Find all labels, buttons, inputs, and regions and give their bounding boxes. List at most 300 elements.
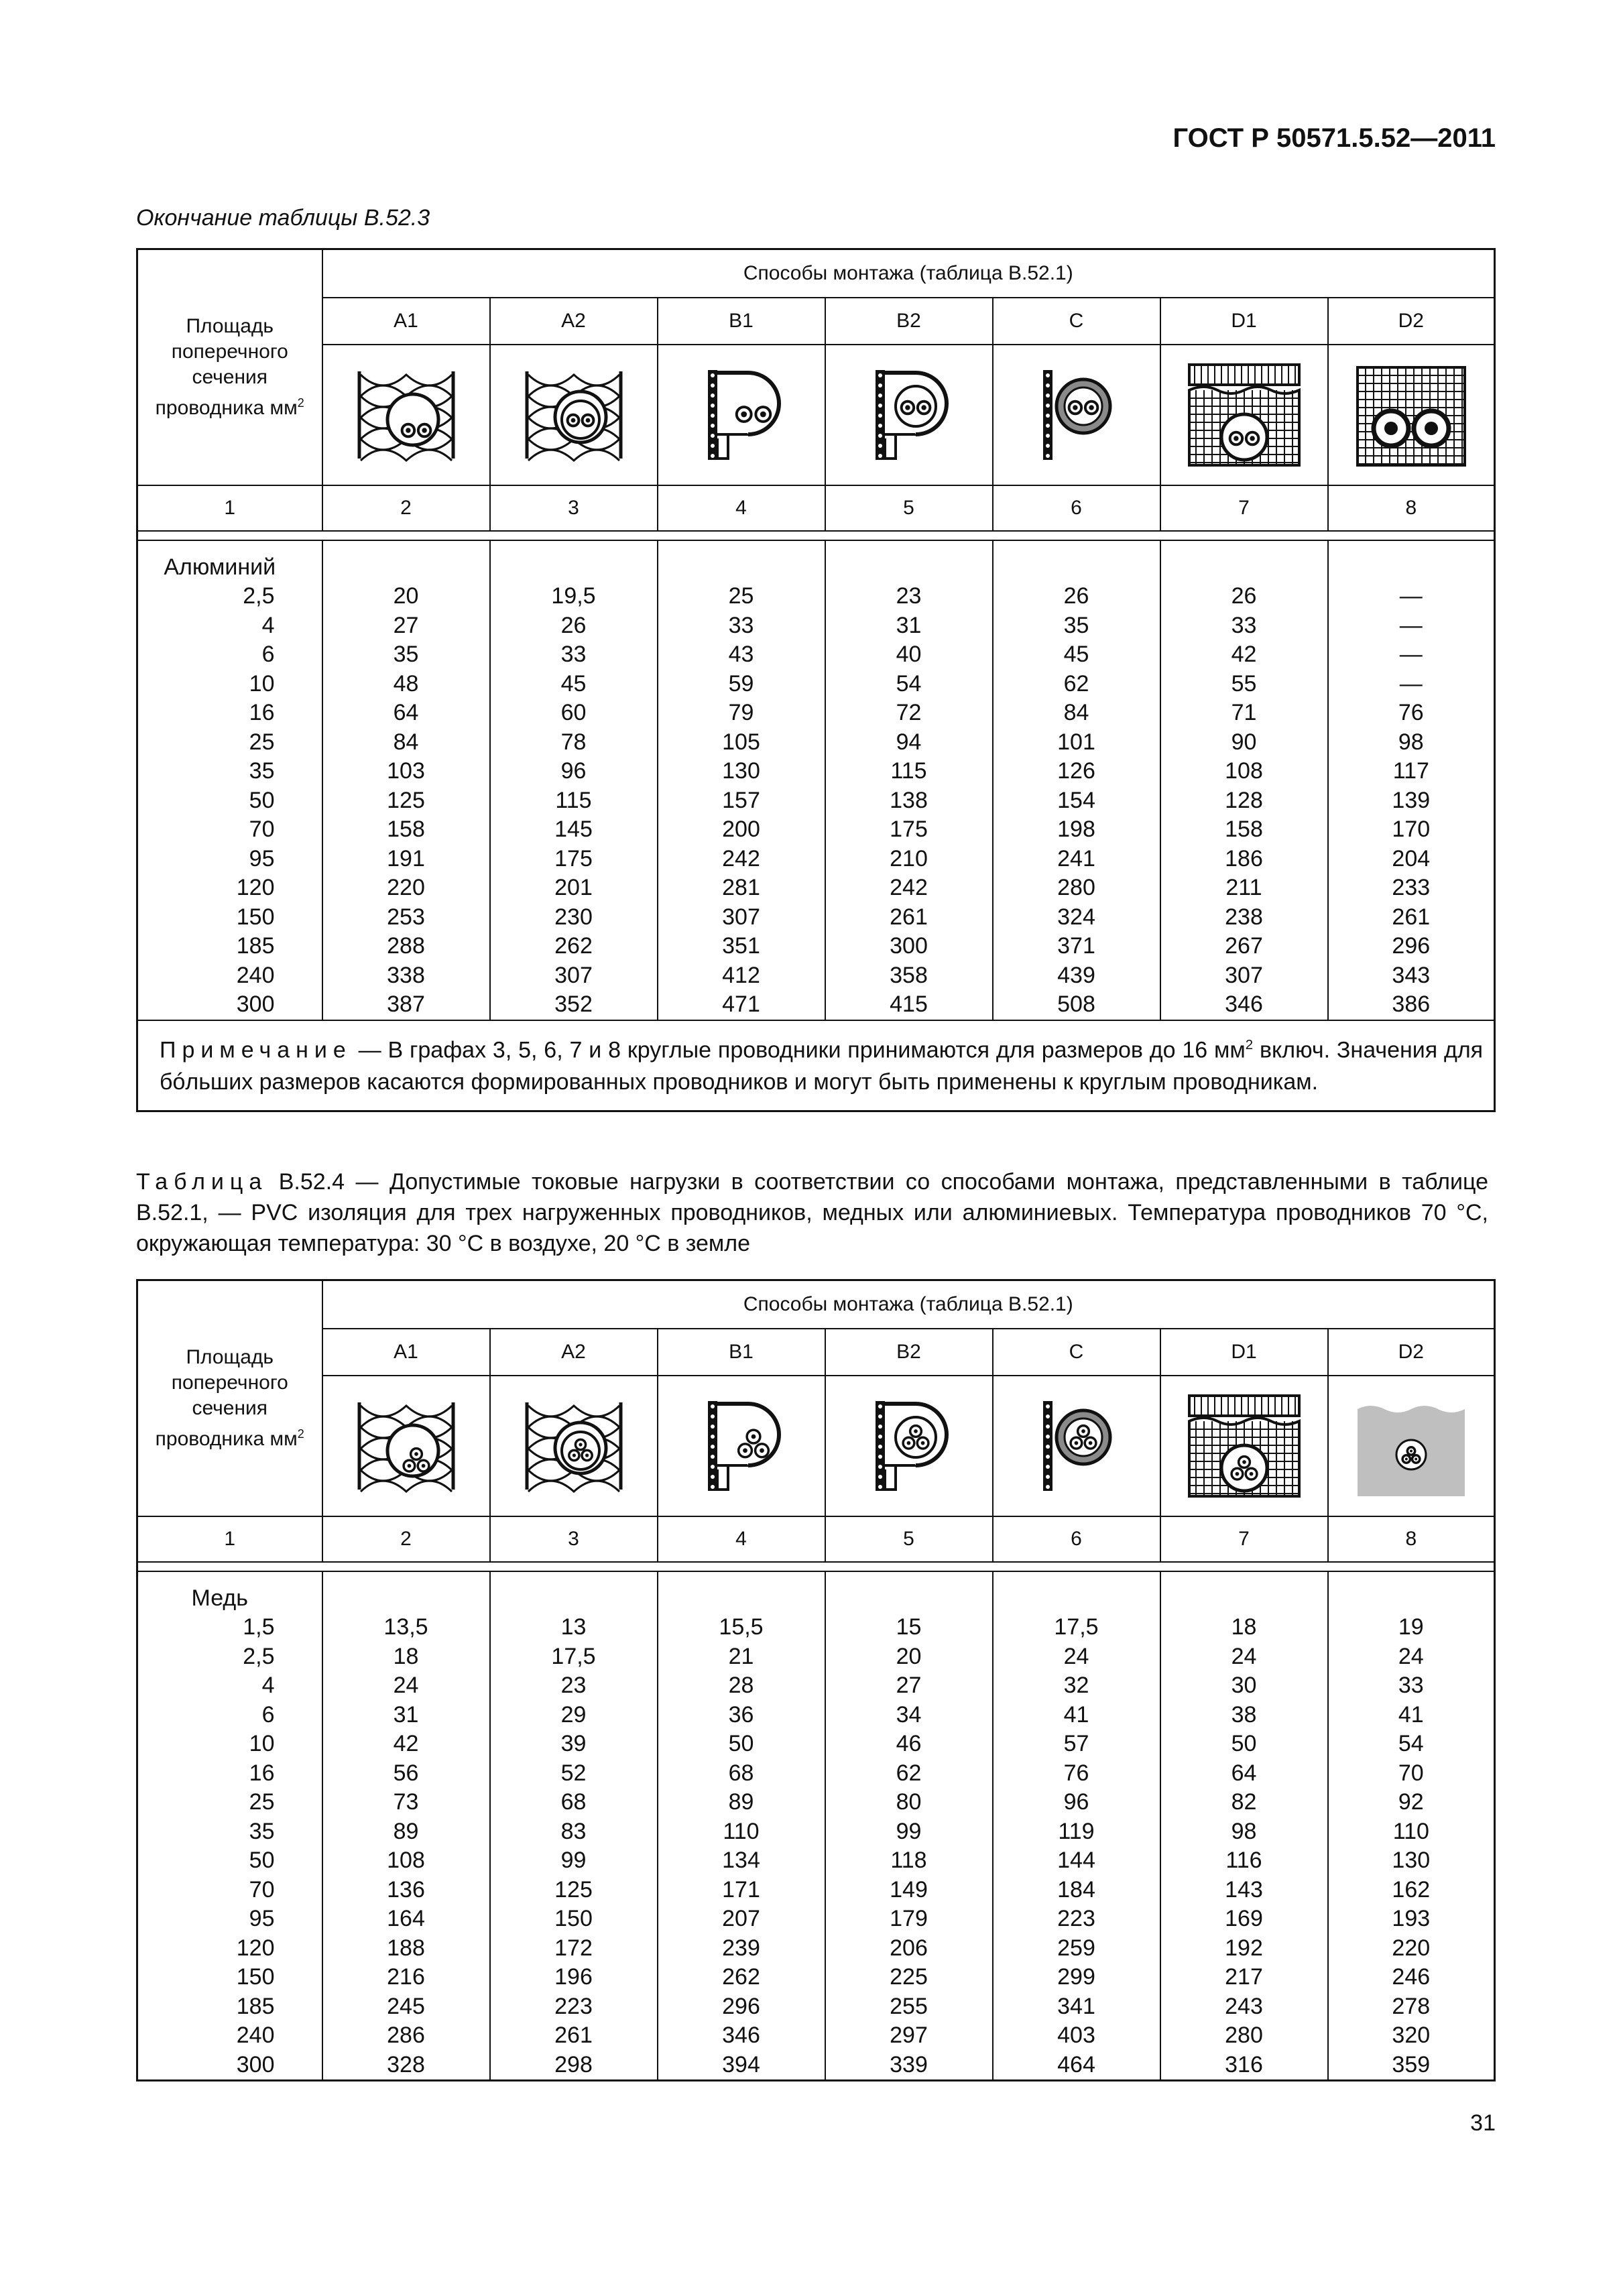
table-cell: 281 <box>722 875 760 900</box>
size-value: 150 <box>236 1964 275 1990</box>
table-cell: 415 <box>890 991 928 1017</box>
table-cell: 198 <box>1057 817 1095 842</box>
table-cell: 343 <box>1392 962 1431 988</box>
table-cell: 57 <box>1063 1731 1089 1756</box>
table-cell: 351 <box>722 933 760 959</box>
column-number: 8 <box>1328 1516 1495 1562</box>
table-cell: 316 <box>1225 2051 1263 2077</box>
table-cell: 19,5 <box>551 583 596 609</box>
table-cell: — <box>1399 670 1423 697</box>
table-cell: 35 <box>1063 612 1089 638</box>
table-cell: 26 <box>560 612 587 638</box>
table-cell: 20 <box>896 1643 922 1669</box>
table-cell: 33 <box>1231 612 1257 638</box>
table-cell: 267 <box>1225 933 1263 959</box>
table-cell: 31 <box>896 612 922 638</box>
values-column-b1 <box>658 540 825 1020</box>
table-cell: 298 <box>554 2051 593 2077</box>
table-cell: 117 <box>1392 758 1429 784</box>
table-cell: 26 <box>1063 583 1089 609</box>
document-standard-header: ГОСТ Р 50571.5.52—2011 <box>1173 123 1496 153</box>
table-cell: 38 <box>1231 1701 1257 1728</box>
table-cell: 118 <box>890 1848 927 1873</box>
table-cell: 42 <box>393 1731 419 1756</box>
table-cell: 125 <box>387 787 425 813</box>
method-illustration-cell <box>322 1376 490 1516</box>
table-cell: 45 <box>560 670 587 697</box>
method-illustration-cell <box>322 345 490 485</box>
table-cell: 403 <box>1057 2022 1095 2048</box>
table-cell: 32 <box>1063 1673 1089 1698</box>
table-cell: 188 <box>387 1935 425 1961</box>
table-cell: 103 <box>387 758 425 784</box>
table-cell: 223 <box>1057 1906 1095 1931</box>
table-note: Примечание — В графах 3, 5, 6, 7 и 8 круглые проводники принимаются для размеров до 16 $мм^2$ включ. Значения для бóльших размеров касаются формированных проводников и могут быть применены к круглым проводникам. <box>137 1020 1495 1111</box>
table-cell: 217 <box>1225 1964 1263 1990</box>
table-cell: 162 <box>1392 1876 1431 1902</box>
table-cell: 300 <box>890 933 928 959</box>
size-value: 95 <box>249 1906 275 1931</box>
table-cell: 33 <box>1398 1673 1424 1698</box>
table-cell: 40 <box>896 642 922 667</box>
column-number: 7 <box>1160 485 1328 531</box>
page-number: 31 <box>1470 2110 1496 2136</box>
table-cell: 110 <box>1392 1818 1429 1844</box>
table-cell: 54 <box>1398 1731 1424 1756</box>
table-cell: 50 <box>1231 1731 1257 1756</box>
table-cell: 175 <box>554 845 593 871</box>
size-value: 1,5 <box>243 1614 275 1640</box>
table-cell: 15 <box>896 1614 922 1640</box>
table-cell: 68 <box>560 1789 587 1815</box>
table-cell: — <box>1399 642 1423 667</box>
table-cell: 76 <box>1398 700 1424 725</box>
table-cell: 324 <box>1057 904 1095 930</box>
method-illustration-cell <box>1328 1376 1495 1516</box>
column-number: 6 <box>993 485 1160 531</box>
size-value: 16 <box>249 700 275 725</box>
column-number: 1 <box>137 485 322 531</box>
size-value: 300 <box>236 2051 275 2077</box>
table-cell: 17,5 <box>1054 1614 1099 1640</box>
table-cell: 105 <box>722 729 760 755</box>
table-cell: 179 <box>890 1906 928 1931</box>
mounting-a1-icon <box>346 358 467 472</box>
table-b52-4-caption: Таблица В.52.4 — Допустимые токовые нагрузки в соответствии со способами монтажа, представленными в таблице В.52.1, — PVC изоляция для трех нагруженных проводников, медных или алюминиевых. Температура проводников 70 °С, окружающая температура: 30 °С в воздухе, 20 °С в земле <box>136 1169 1488 1256</box>
table-cell: 307 <box>722 904 760 930</box>
table-b52-4 <box>136 1279 1496 2081</box>
table-cell: 253 <box>387 904 425 930</box>
table-cell: 115 <box>555 787 592 813</box>
table-cell: 31 <box>393 1701 419 1728</box>
column-number: 7 <box>1160 1516 1328 1562</box>
table-cell: 48 <box>393 670 419 697</box>
mounting-a2-icon <box>514 1389 634 1503</box>
table-cell: 23 <box>560 1673 587 1698</box>
table-cell: 25 <box>728 583 754 609</box>
table-cell: 211 <box>1225 875 1262 900</box>
table-cell: 90 <box>1231 729 1257 755</box>
table-cell: 508 <box>1057 991 1095 1017</box>
table-cell: 18 <box>393 1643 419 1669</box>
table-cell: 23 <box>896 583 922 609</box>
material-label: Медь <box>191 1585 248 1611</box>
table-cell: 286 <box>387 2022 425 2048</box>
table-cell: 80 <box>896 1789 922 1815</box>
size-value: 4 <box>261 1673 275 1698</box>
size-value: 300 <box>236 991 275 1017</box>
values-column-d1 <box>1160 540 1328 1020</box>
table-cell: 99 <box>560 1848 587 1873</box>
table-cell: 278 <box>1392 1993 1431 2019</box>
table-cell: 42 <box>1231 642 1257 667</box>
table-cell: 157 <box>722 787 760 813</box>
table-cell: 184 <box>1057 1876 1095 1902</box>
column-number: 4 <box>658 1516 825 1562</box>
column-number: 2 <box>322 1516 490 1562</box>
table-cell: 201 <box>554 875 593 900</box>
row-header: Площадь поперечного сечения проводника $мм^2$ <box>137 249 322 485</box>
material-label: Алюминий <box>164 554 276 580</box>
table-cell: 62 <box>896 1760 922 1786</box>
table-cell: 220 <box>387 875 425 900</box>
table-cell: 186 <box>1225 845 1263 871</box>
table-cell: 230 <box>554 904 593 930</box>
table-cell: 92 <box>1398 1789 1424 1815</box>
table-cell: 261 <box>554 2022 593 2048</box>
table-cell: 307 <box>1225 962 1263 988</box>
values-column-b1 <box>658 1571 825 2081</box>
table-cell: 341 <box>1057 1993 1095 2019</box>
method-label-c: C <box>993 1329 1160 1376</box>
table-cell: 346 <box>722 2022 760 2048</box>
table-cell: 43 <box>728 642 754 667</box>
values-column-a1 <box>322 1571 490 2081</box>
table-cell: 262 <box>722 1964 760 1990</box>
table-cell: 216 <box>387 1964 425 1990</box>
table-cell: 70 <box>1398 1760 1424 1786</box>
table-cell: 33 <box>560 642 587 667</box>
table-cell: 17,5 <box>551 1643 596 1669</box>
table-cell: 56 <box>393 1760 419 1786</box>
table-cell: 339 <box>890 2051 928 2077</box>
method-illustration-cell <box>993 345 1160 485</box>
size-value: 50 <box>249 787 275 813</box>
method-illustration-cell <box>658 1376 825 1516</box>
mounting-d2-icon <box>1351 358 1471 472</box>
table-cell: 149 <box>890 1876 928 1902</box>
table-cell: — <box>1399 612 1423 638</box>
table-cell: 18 <box>1231 1614 1257 1640</box>
table-cell: 59 <box>728 670 754 697</box>
method-label-b2: B2 <box>825 1329 993 1376</box>
method-label-d2: D2 <box>1328 1329 1495 1376</box>
table-cell: 158 <box>1225 817 1263 842</box>
mounting-d1-icon <box>1184 1389 1305 1503</box>
table-cell: 94 <box>896 729 922 755</box>
table-cell: 130 <box>1392 1848 1431 1873</box>
column-number: 3 <box>490 485 658 531</box>
table-cell: 52 <box>560 1760 587 1786</box>
values-column-b2 <box>825 1571 993 2081</box>
table-cell: 172 <box>554 1935 593 1961</box>
table-cell: 34 <box>896 1701 922 1728</box>
table-cell: 262 <box>554 933 593 959</box>
table-cell: 24 <box>1231 1643 1257 1669</box>
size-value: 240 <box>236 2022 275 2048</box>
table-cell: 19 <box>1398 1614 1424 1640</box>
table-cell: 394 <box>722 2051 760 2077</box>
table-cell: 288 <box>387 933 425 959</box>
table-continuation-title: Окончание таблицы В.52.3 <box>136 205 430 231</box>
table-cell: 115 <box>890 758 927 784</box>
values-column-c <box>993 1571 1160 2081</box>
table-cell: 84 <box>1063 700 1089 725</box>
size-value: 6 <box>261 1701 275 1728</box>
table-cell: 82 <box>1231 1789 1257 1815</box>
table-cell: 24 <box>1398 1643 1424 1669</box>
mounting-d2-icon <box>1351 1389 1471 1503</box>
method-illustration-cell <box>825 345 993 485</box>
table-cell: 134 <box>722 1848 760 1873</box>
table-cell: 27 <box>896 1673 922 1698</box>
table-cell: 191 <box>387 845 425 871</box>
table-cell: 239 <box>722 1935 760 1961</box>
column-number: 5 <box>825 1516 993 1562</box>
methods-header: Способы монтажа (таблица В.52.1) <box>322 249 1495 298</box>
table-cell: 144 <box>1057 1848 1095 1873</box>
table-cell: 164 <box>387 1906 425 1931</box>
table-cell: 99 <box>896 1818 922 1844</box>
table-cell: 358 <box>890 962 928 988</box>
table-cell: 36 <box>728 1701 754 1728</box>
column-number: 3 <box>490 1516 658 1562</box>
size-value: 185 <box>236 933 275 959</box>
table-cell: 20 <box>393 583 419 609</box>
table-cell: 193 <box>1392 1906 1431 1931</box>
table-cell: 154 <box>1057 787 1095 813</box>
table-cell: 346 <box>1225 991 1263 1017</box>
table-cell: 30 <box>1231 1673 1257 1698</box>
table-cell: 89 <box>393 1818 419 1844</box>
method-label-a2: A2 <box>490 1329 658 1376</box>
table-cell: 128 <box>1225 787 1263 813</box>
table-cell: 41 <box>1398 1701 1424 1728</box>
table-cell: 261 <box>890 904 928 930</box>
size-column <box>137 1571 322 2081</box>
values-column-a2 <box>490 1571 658 2081</box>
mounting-b2-icon <box>849 358 969 472</box>
table-cell: 299 <box>1057 1964 1095 1990</box>
table-cell: 60 <box>560 700 587 725</box>
table-cell: 62 <box>1063 670 1089 697</box>
column-number: 8 <box>1328 485 1495 531</box>
table-cell: 280 <box>1225 2022 1263 2048</box>
table-cell: 79 <box>728 700 754 725</box>
size-value: 120 <box>236 875 275 900</box>
table-cell: 220 <box>1392 1935 1431 1961</box>
method-label-d2: D2 <box>1328 298 1495 345</box>
table-cell: 359 <box>1392 2051 1431 2077</box>
table-cell: 233 <box>1392 875 1431 900</box>
table-cell: 150 <box>554 1906 593 1931</box>
table-cell: 138 <box>890 787 928 813</box>
table-cell: 242 <box>722 845 760 871</box>
size-value: 25 <box>249 1789 275 1815</box>
method-label-a1: A1 <box>322 1329 490 1376</box>
size-value: 16 <box>249 1760 275 1786</box>
table-cell: 207 <box>722 1906 760 1931</box>
table-cell: 158 <box>387 817 425 842</box>
table-cell: 255 <box>890 1993 928 2019</box>
table-cell: 206 <box>890 1935 928 1961</box>
size-value: 2,5 <box>243 1643 275 1669</box>
table-cell: 84 <box>393 729 419 755</box>
table-cell: 24 <box>393 1673 419 1698</box>
table-cell: 116 <box>1225 1848 1262 1873</box>
table-cell: 296 <box>722 1993 760 2019</box>
mounting-a2-icon <box>514 358 634 472</box>
table-cell: 96 <box>1063 1789 1089 1815</box>
table-cell: 192 <box>1225 1935 1263 1961</box>
table-cell: 387 <box>387 991 425 1017</box>
table-cell: 412 <box>722 962 760 988</box>
mounting-c-icon <box>1016 358 1137 472</box>
table-cell: 439 <box>1057 962 1095 988</box>
size-value: 70 <box>249 1876 275 1902</box>
table-cell: 200 <box>722 817 760 842</box>
table-cell: 73 <box>393 1789 419 1815</box>
table-cell: 320 <box>1392 2022 1431 2048</box>
table-cell: 307 <box>554 962 593 988</box>
table-b52-3 <box>136 248 1496 1112</box>
table-cell: 241 <box>1057 845 1095 871</box>
method-illustration-cell <box>993 1376 1160 1516</box>
values-column-b2 <box>825 540 993 1020</box>
method-illustration-cell <box>490 1376 658 1516</box>
method-label-a2: A2 <box>490 298 658 345</box>
size-value: 120 <box>236 1935 275 1961</box>
table-cell: 33 <box>728 612 754 638</box>
table-cell: 139 <box>1392 787 1431 813</box>
table-cell: 280 <box>1057 875 1095 900</box>
method-illustration-cell <box>1160 1376 1328 1516</box>
table-cell: 46 <box>896 1731 922 1756</box>
table-cell: 13 <box>560 1614 587 1640</box>
table-cell: 119 <box>1058 1818 1095 1844</box>
table-cell: 55 <box>1231 670 1257 697</box>
table-cell: 39 <box>560 1731 587 1756</box>
table-cell: 13,5 <box>383 1614 428 1640</box>
method-label-d1: D1 <box>1160 1329 1328 1376</box>
table-cell: 15,5 <box>719 1614 764 1640</box>
mounting-b2-icon <box>849 1389 969 1503</box>
size-value: 95 <box>249 845 275 871</box>
table-cell: 296 <box>1392 933 1431 959</box>
mounting-d1-icon <box>1184 358 1305 472</box>
table-cell: 78 <box>560 729 587 755</box>
table-cell: 76 <box>1063 1760 1089 1786</box>
method-label-d1: D1 <box>1160 298 1328 345</box>
table-cell: 24 <box>1063 1643 1089 1669</box>
table-cell: 352 <box>554 991 593 1017</box>
table-cell: 136 <box>387 1876 425 1902</box>
table-cell: 64 <box>393 700 419 725</box>
table-cell: 71 <box>1231 700 1257 725</box>
values-column-a2 <box>490 540 658 1020</box>
size-value: 50 <box>249 1848 275 1873</box>
table-cell: 225 <box>890 1964 928 1990</box>
method-illustration-cell <box>1160 345 1328 485</box>
size-value: 4 <box>261 612 275 638</box>
method-illustration-cell <box>825 1376 993 1516</box>
table-cell: 171 <box>722 1876 760 1902</box>
table-cell: 108 <box>1225 758 1263 784</box>
table-cell: 83 <box>560 1818 587 1844</box>
table-cell: 126 <box>1057 758 1095 784</box>
table-cell: 26 <box>1231 583 1257 609</box>
table-cell: 338 <box>387 962 425 988</box>
column-number: 2 <box>322 485 490 531</box>
method-illustration-cell <box>658 345 825 485</box>
column-number: 5 <box>825 485 993 531</box>
table-cell: 210 <box>890 845 928 871</box>
size-value: 35 <box>249 1818 275 1844</box>
values-column-d1 <box>1160 1571 1328 2081</box>
table-cell: 143 <box>1225 1876 1263 1902</box>
values-column-a1 <box>322 540 490 1020</box>
size-value: 70 <box>249 817 275 842</box>
values-column-d2 <box>1328 1571 1495 2081</box>
mounting-a1-icon <box>346 1389 467 1503</box>
method-illustration-cell <box>1328 345 1495 485</box>
table-cell: 28 <box>728 1673 754 1698</box>
table-cell: 72 <box>896 700 922 725</box>
values-column-d2 <box>1328 540 1495 1020</box>
methods-header: Способы монтажа (таблица В.52.1) <box>322 1280 1495 1329</box>
table-cell: 68 <box>728 1760 754 1786</box>
table-cell: 64 <box>1231 1760 1257 1786</box>
method-label-b1: B1 <box>658 298 825 345</box>
table-cell: 238 <box>1225 904 1263 930</box>
size-value: 25 <box>249 729 275 755</box>
method-label-c: C <box>993 298 1160 345</box>
table-cell: 464 <box>1057 2051 1095 2077</box>
size-value: 2,5 <box>243 583 275 609</box>
table-cell: 245 <box>387 1993 425 2019</box>
values-column-c <box>993 540 1160 1020</box>
column-number: 1 <box>137 1516 322 1562</box>
method-illustration-cell <box>490 345 658 485</box>
table-cell: 371 <box>1057 933 1095 959</box>
table-cell: 96 <box>560 758 587 784</box>
table-cell: 170 <box>1392 817 1431 842</box>
mounting-c-icon <box>1016 1389 1137 1503</box>
table-cell: 243 <box>1225 1993 1263 2019</box>
table-cell: 196 <box>554 1964 593 1990</box>
method-label-b1: B1 <box>658 1329 825 1376</box>
table-cell: 125 <box>554 1876 593 1902</box>
size-value: 185 <box>236 1993 275 2019</box>
table-cell: 246 <box>1392 1964 1431 1990</box>
table-cell: 50 <box>728 1731 754 1756</box>
size-value: 10 <box>249 1731 275 1756</box>
table-cell: 297 <box>890 2022 928 2048</box>
table-cell: 21 <box>728 1643 754 1669</box>
table-cell: 204 <box>1392 845 1431 871</box>
method-label-b2: B2 <box>825 298 993 345</box>
table-cell: 35 <box>393 642 419 667</box>
